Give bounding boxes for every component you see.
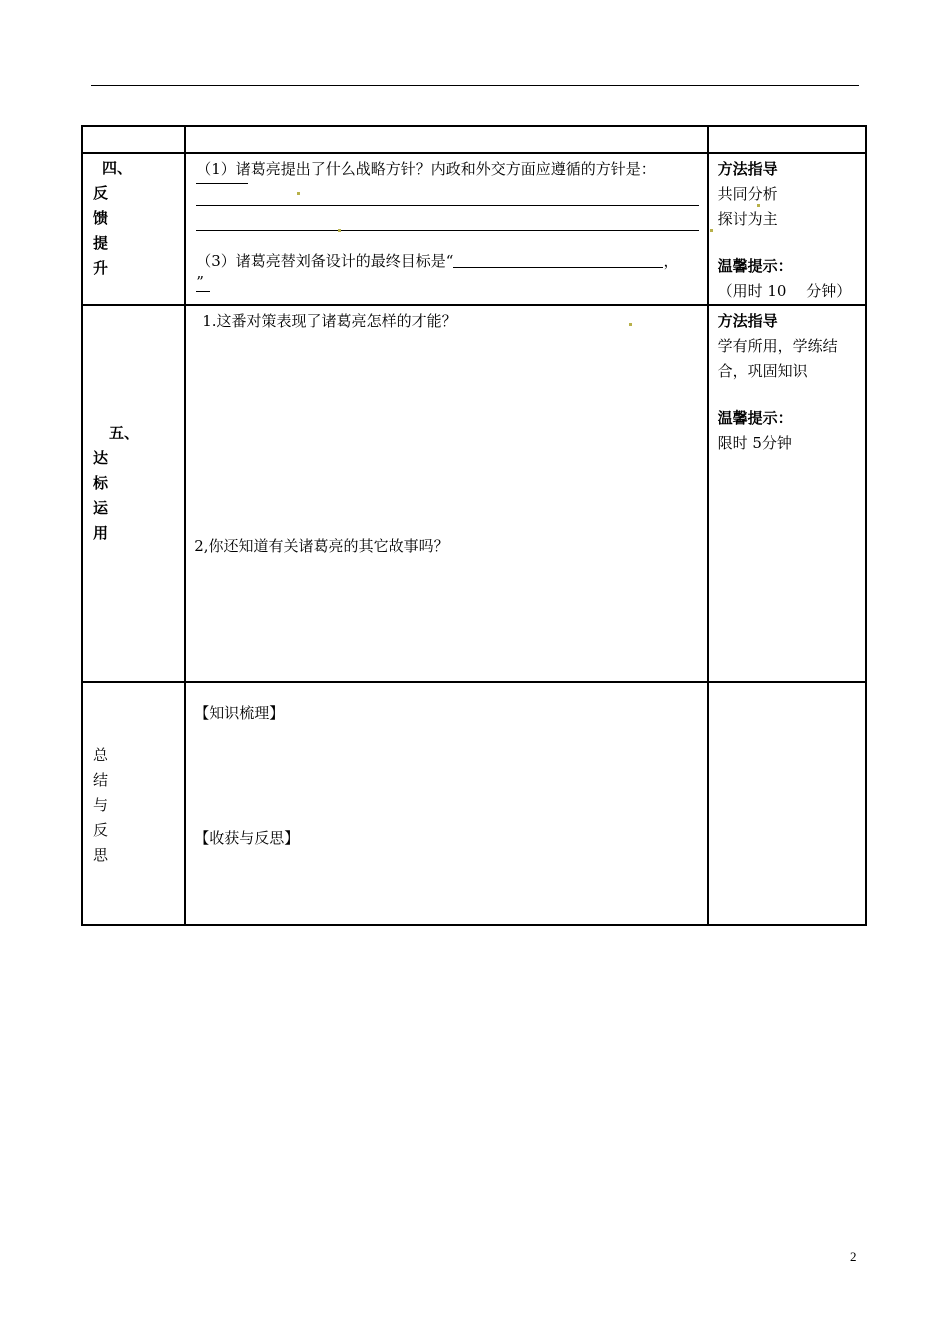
section5-question-2: 2,你还知道有关诸葛亮的其它故事吗？ bbox=[194, 537, 449, 555]
section4-guide-cell bbox=[708, 153, 866, 305]
section4-question-3: （3）诸葛亮替刘备设计的最终目标是“ bbox=[196, 252, 454, 270]
section5-question-1: 1.这番对策表现了诸葛亮怎样的才能？ bbox=[202, 312, 457, 330]
summary-row bbox=[82, 682, 866, 925]
section4-label-number: 四、 bbox=[102, 159, 133, 177]
tip-text: 限时 5分钟 bbox=[717, 434, 792, 452]
marker-dot bbox=[297, 192, 300, 195]
lesson-table bbox=[81, 125, 867, 926]
section4-question-1: （1）诸葛亮提出了什么战略方针？内政和外交方面应遵循的方针是： bbox=[196, 160, 656, 178]
question-3-comma: ， bbox=[663, 252, 679, 270]
header-cell-3 bbox=[708, 126, 866, 153]
marker-dot bbox=[629, 323, 632, 326]
section5-label-char: 用 bbox=[93, 524, 109, 542]
method-guide-title: 方法指导 bbox=[717, 312, 778, 330]
summary-label-char: 与 bbox=[93, 796, 109, 814]
summary-label-char: 总 bbox=[93, 746, 109, 764]
header-cell-2 bbox=[185, 126, 707, 153]
section4-label bbox=[83, 154, 184, 281]
section4-content-cell bbox=[185, 153, 707, 305]
summary-label-cell bbox=[82, 682, 185, 925]
reflection-heading: 【收获与反思】 bbox=[194, 829, 300, 847]
summary-label-char: 反 bbox=[93, 821, 109, 839]
section5-content bbox=[186, 306, 706, 333]
section4-label-char: 提 bbox=[93, 234, 109, 252]
header-row bbox=[82, 126, 866, 153]
summary-label-char: 结 bbox=[93, 771, 109, 789]
knowledge-heading: 【知识梳理】 bbox=[194, 704, 285, 722]
question-3-close-quote: ” bbox=[196, 273, 210, 292]
section4-label-char: 馈 bbox=[93, 209, 109, 227]
section4-label-char: 升 bbox=[93, 259, 109, 277]
section4-label-cell bbox=[82, 153, 185, 305]
summary-label bbox=[83, 683, 184, 868]
page-number: 2 bbox=[850, 1249, 857, 1264]
short-answer-line[interactable] bbox=[196, 173, 248, 184]
method-guide-line: 共同分析 bbox=[717, 185, 778, 203]
answer-short-blank bbox=[196, 181, 698, 195]
summary-label-char: 思 bbox=[93, 846, 109, 864]
tip-text: （用时 10 分钟） bbox=[717, 282, 852, 300]
goal-answer-blank[interactable] bbox=[453, 249, 663, 268]
marker-dot bbox=[338, 229, 341, 232]
section5-label-char: 达 bbox=[93, 449, 109, 467]
section5-label-char: 运 bbox=[93, 499, 109, 517]
section5-content-cell bbox=[185, 305, 707, 682]
method-guide-text: 学有所用，学练结合，巩固知识 bbox=[717, 337, 838, 380]
header-rule bbox=[91, 85, 859, 86]
summary-content-cell bbox=[185, 682, 707, 925]
section4-row bbox=[82, 153, 866, 305]
section5-label bbox=[83, 306, 184, 546]
section4-guide bbox=[709, 154, 865, 304]
method-guide-title: 方法指导 bbox=[717, 160, 778, 178]
header-cell-1 bbox=[82, 126, 185, 153]
section5-label-number: 五、 bbox=[109, 424, 140, 442]
section5-label-cell bbox=[82, 305, 185, 682]
section4-content bbox=[186, 154, 706, 292]
method-guide-line: 探讨为主 bbox=[717, 210, 778, 228]
tip-title: 温馨提示： bbox=[717, 409, 793, 427]
section5-guide-cell bbox=[708, 305, 866, 682]
section5-guide bbox=[709, 306, 865, 456]
section5-row bbox=[82, 305, 866, 682]
tip-title: 温馨提示： bbox=[717, 257, 793, 275]
summary-guide-cell bbox=[708, 682, 866, 925]
section5-label-char: 标 bbox=[93, 474, 109, 492]
section4-label-char: 反 bbox=[93, 184, 109, 202]
